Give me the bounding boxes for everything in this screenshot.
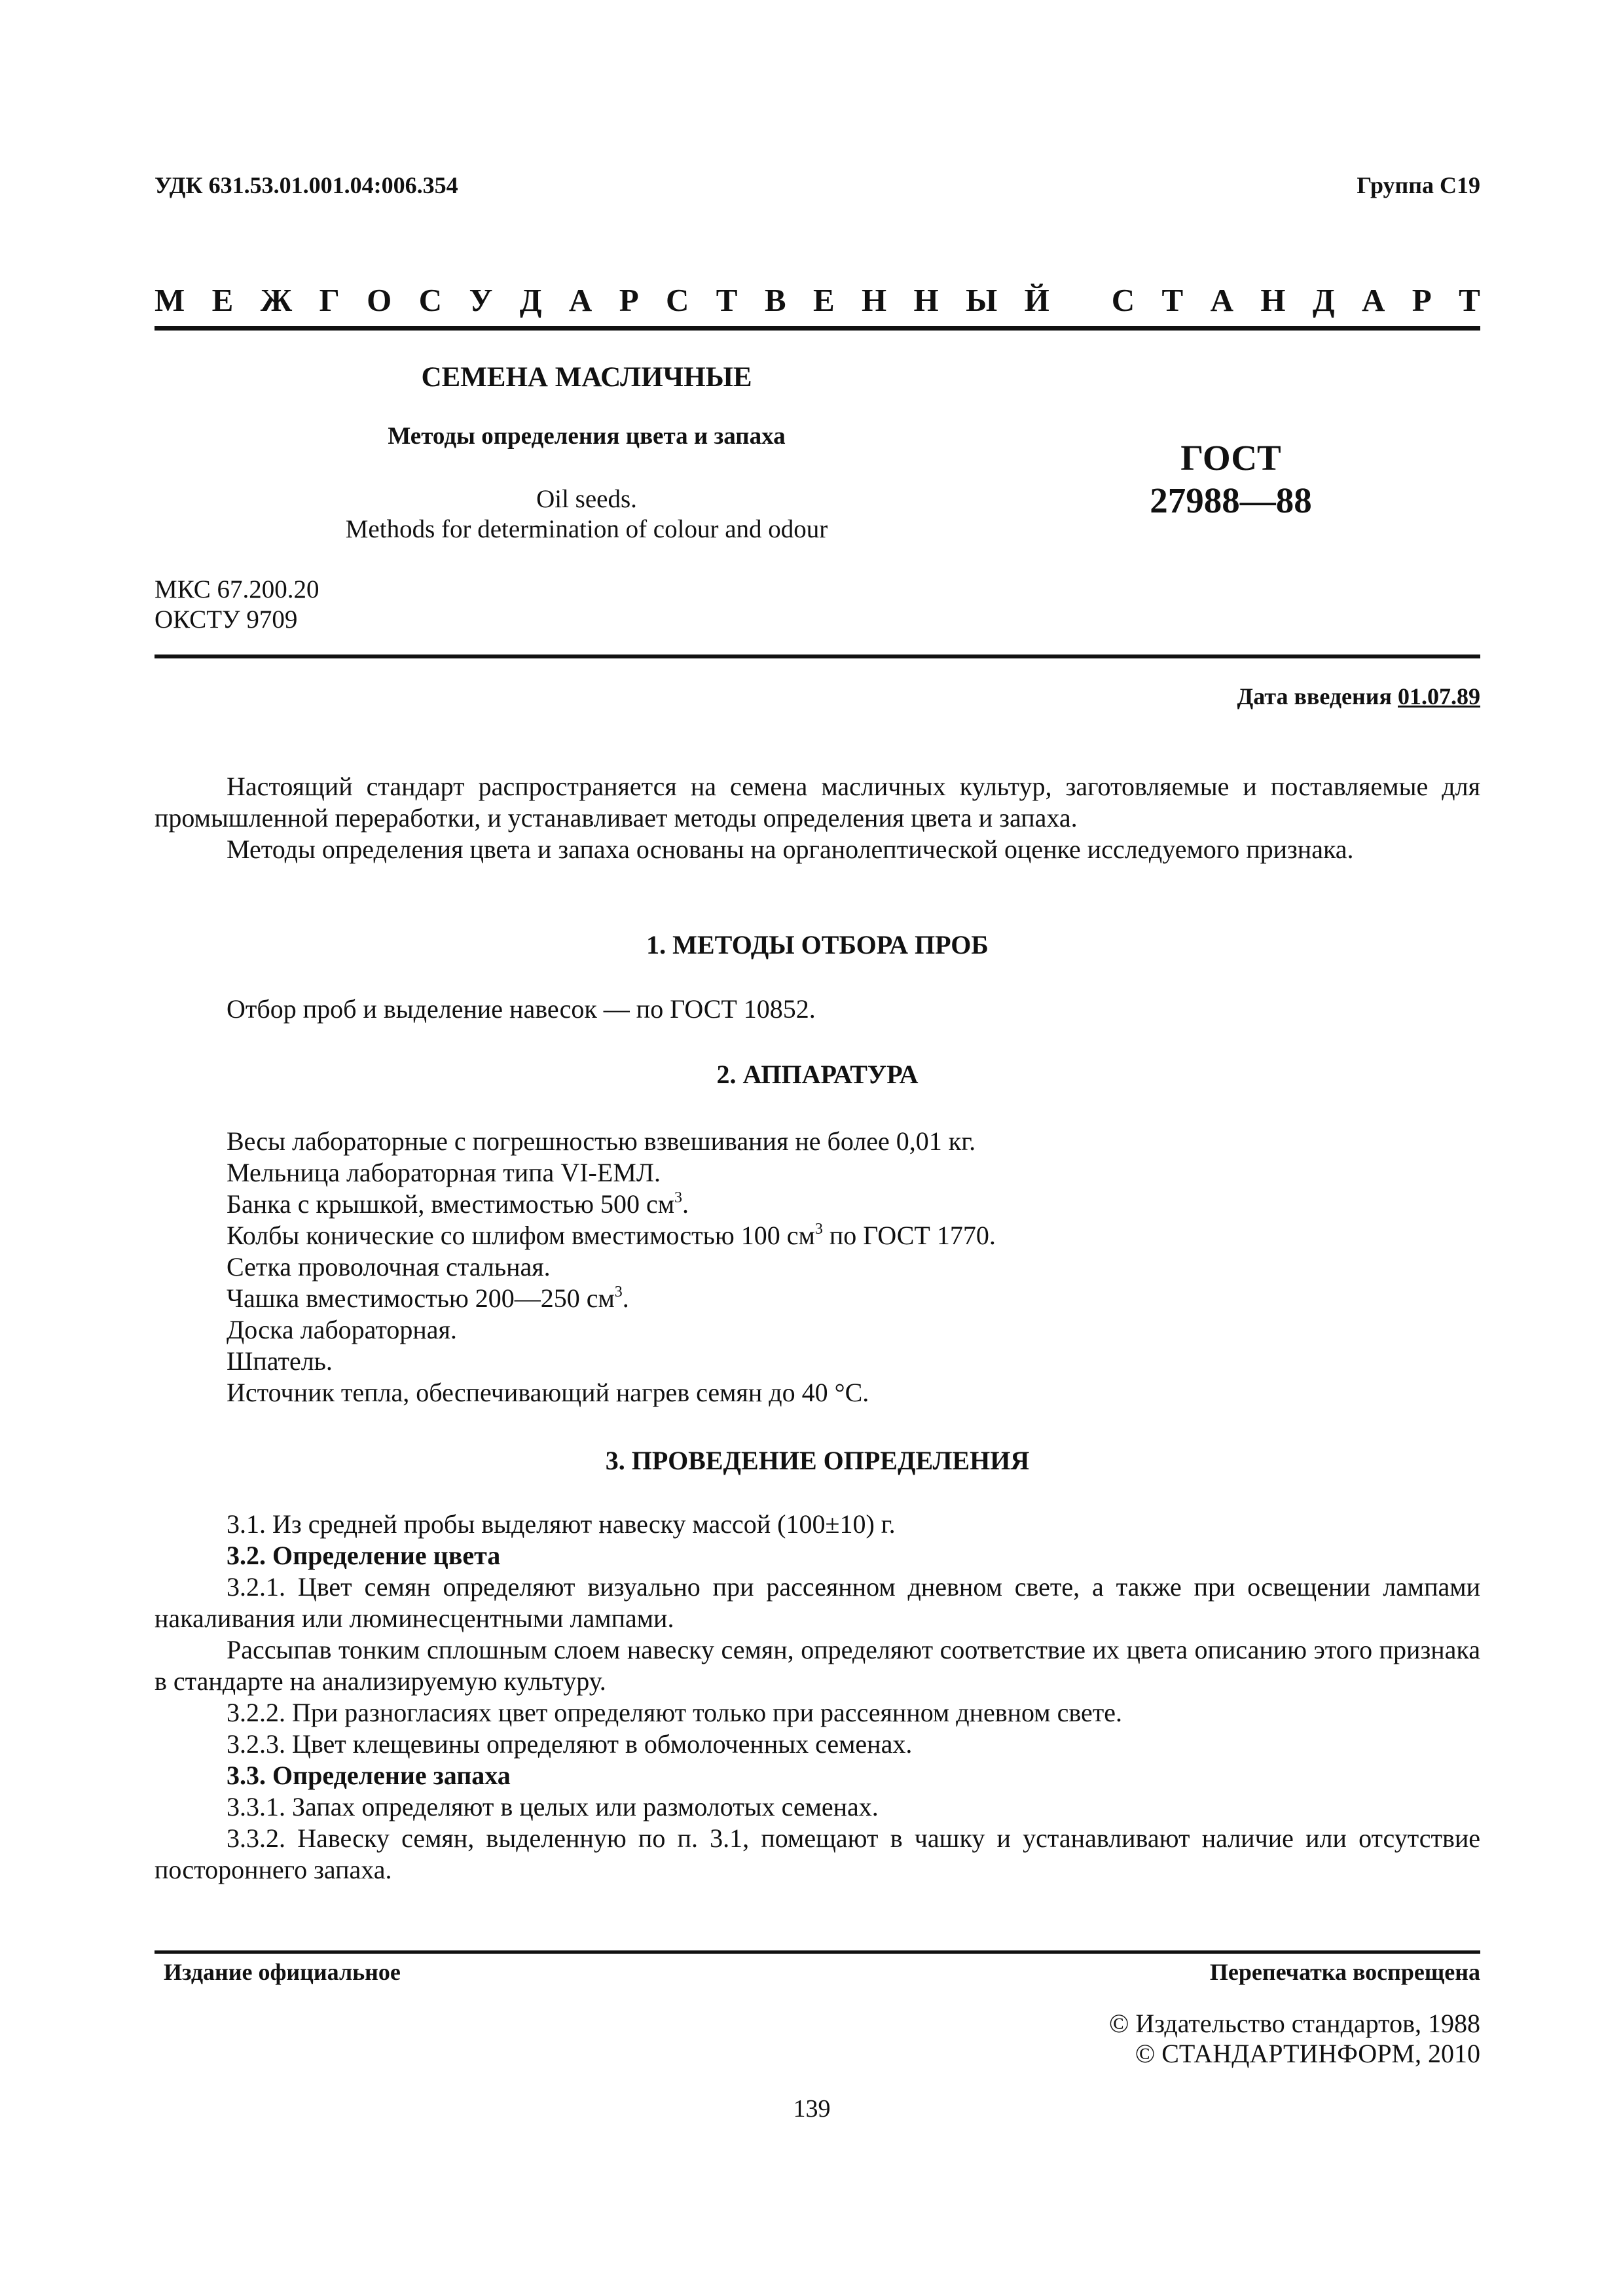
section-1-text: Отбор проб и выделение навесок — по ГОСТ 10852.: [227, 994, 816, 1024]
clause-3-2-heading: 3.2. Определение цвета: [227, 1541, 501, 1570]
footer-rule: [155, 1950, 1480, 1954]
okstu-code: ОКСТУ 9709: [155, 605, 298, 634]
standard-letter: А: [1210, 282, 1233, 318]
apparatus-item: Колбы конические со шлифом вместимостью 100 $см^3$ по ГОСТ 1770.: [227, 1220, 996, 1250]
interstate-letter: М: [155, 282, 185, 318]
interstate-letter: Р: [619, 282, 639, 318]
apparatus-item: Шпатель.: [227, 1346, 333, 1376]
intro-paragraph-1: Настоящий стандарт распространяется на семена масличных культур, заготовляемые и поставляемые для промышленной переработки, и устанавливает методы определения цвета и запаха.: [155, 772, 1480, 833]
clause-3-2-2: 3.2.2. При разногласиях цвет определяют только при рассеянном дневном свете.: [227, 1698, 1122, 1727]
clause-3-1: 3.1. Из средней пробы выделяют навеску массой (100±10) г.: [227, 1509, 896, 1539]
copyright-2010: © СТАНДАРТИНФОРМ, 2010: [1135, 2039, 1480, 2068]
apparatus-item: Банка с крышкой, вместимостью 500 $см^3$.: [227, 1189, 689, 1219]
gost-label: ГОСТ: [1180, 438, 1281, 478]
apparatus-item: Весы лабораторные с погрешностью взвешивания не более 0,01 кг.: [227, 1126, 976, 1156]
clause-3-2-1: 3.2.1. Цвет семян определяют визуально при рассеянном дневном свете, а также при освещении лампами накаливания или люминесцентными лампами.: [155, 1572, 1480, 1633]
apparatus-item: Сетка проволочная стальная.: [227, 1252, 551, 1282]
interstate-letter: Н: [913, 282, 939, 318]
intro-paragraph-2: Методы определения цвета и запаха основаны на органолептической оценке исследуемого признака.: [227, 834, 1354, 864]
standard-letter: Р: [1412, 282, 1432, 318]
copyright-1988: © Издательство стандартов, 1988: [1108, 2009, 1480, 2038]
interstate-letter: С: [666, 282, 689, 318]
apparatus-item: Источник тепла, обеспечивающий нагрев семян до 40 °С.: [227, 1378, 869, 1407]
group-code: Группа С19: [1357, 172, 1480, 198]
interstate-standard-banner: [155, 281, 1480, 321]
interstate-letter: В: [764, 282, 786, 318]
english-title-line1: Oil seeds.: [536, 485, 637, 513]
section-3-body: [155, 1509, 1480, 1886]
gost-number: 27988—88: [1150, 480, 1312, 520]
page-number: 139: [793, 2095, 831, 2123]
effective-date: [1237, 683, 1481, 710]
section-3-heading: 3. ПРОВЕДЕНИЕ ОПРЕДЕЛЕНИЯ: [605, 1446, 1030, 1475]
apparatus-item: Доска лабораторная.: [227, 1315, 457, 1344]
effective-date-value: 01.07.89: [1398, 683, 1480, 709]
interstate-letter: О: [367, 282, 392, 318]
section-1-heading: 1. МЕТОДЫ ОТБОРА ПРОБ: [646, 930, 989, 960]
interstate-letter: Н: [862, 282, 887, 318]
standard-letter: А: [1362, 282, 1385, 318]
interstate-letter: Г: [319, 282, 340, 318]
apparatus-list: [155, 1126, 1480, 1408]
interstate-letter: Ы: [966, 282, 998, 318]
interstate-letter: Й: [1024, 282, 1049, 318]
standard-letter: С: [1111, 282, 1135, 318]
official-edition-note: Издание официальное: [164, 1959, 401, 1985]
english-title-line2: Methods for determination of colour and odour: [345, 515, 828, 543]
interstate-letter: Д: [519, 282, 542, 318]
effective-date-label: Дата введения: [1237, 683, 1392, 709]
interstate-letter: А: [568, 282, 593, 318]
document-title: СЕМЕНА МАСЛИЧНЫЕ: [421, 362, 752, 393]
interstate-letter: Ж: [260, 282, 293, 318]
clause-3-3-heading: 3.3. Определение запаха: [227, 1761, 511, 1790]
interstate-letter: С: [418, 282, 443, 318]
reprint-prohibited-note: Перепечатка воспрещена: [1209, 1959, 1480, 1985]
banner-word-gap: [1076, 281, 1084, 321]
document-subtitle: Методы определения цвета и запаха: [388, 423, 786, 450]
interstate-letter: Е: [812, 282, 835, 318]
standard-letter: Т: [1459, 282, 1480, 318]
standard-letter: Н: [1260, 282, 1286, 318]
banner-rule: [155, 326, 1480, 331]
standard-letter: Д: [1312, 282, 1335, 318]
mks-code: МКС 67.200.20: [155, 575, 319, 603]
clause-3-2-3: 3.2.3. Цвет клещевины определяют в обмолоченных семенах.: [227, 1729, 913, 1759]
apparatus-item: Чашка вместимостью 200—250 $см^3$.: [227, 1283, 629, 1313]
classification-rule: [155, 655, 1480, 658]
apparatus-item: Мельница лабораторная типа VI-ЕМЛ.: [227, 1158, 661, 1187]
section-1-body: [155, 994, 1480, 1025]
interstate-letter: Е: [211, 282, 234, 318]
section-2-heading: 2. АППАРАТУРА: [716, 1060, 919, 1089]
clause-3-3-1: 3.3.1. Запах определяют в целых или размолотых семенах.: [227, 1792, 879, 1821]
interstate-letter: Т: [716, 282, 738, 318]
clause-3-3-2: 3.3.2. Навеску семян, выделенную по п. 3.1, помещают в чашку и устанавливают наличие или отсутствие постороннего запаха.: [155, 1823, 1480, 1884]
intro-section: [155, 771, 1480, 865]
clause-3-2-1-continued: Рассыпав тонким сплошным слоем навеску семян, определяют соответствие их цвета описанию этого признака в стандарте на анализируемую культуру.: [155, 1635, 1480, 1696]
udk-code: УДК 631.53.01.001.04:006.354: [155, 172, 458, 198]
standard-letter: Т: [1161, 282, 1184, 318]
interstate-letter: У: [469, 282, 493, 318]
